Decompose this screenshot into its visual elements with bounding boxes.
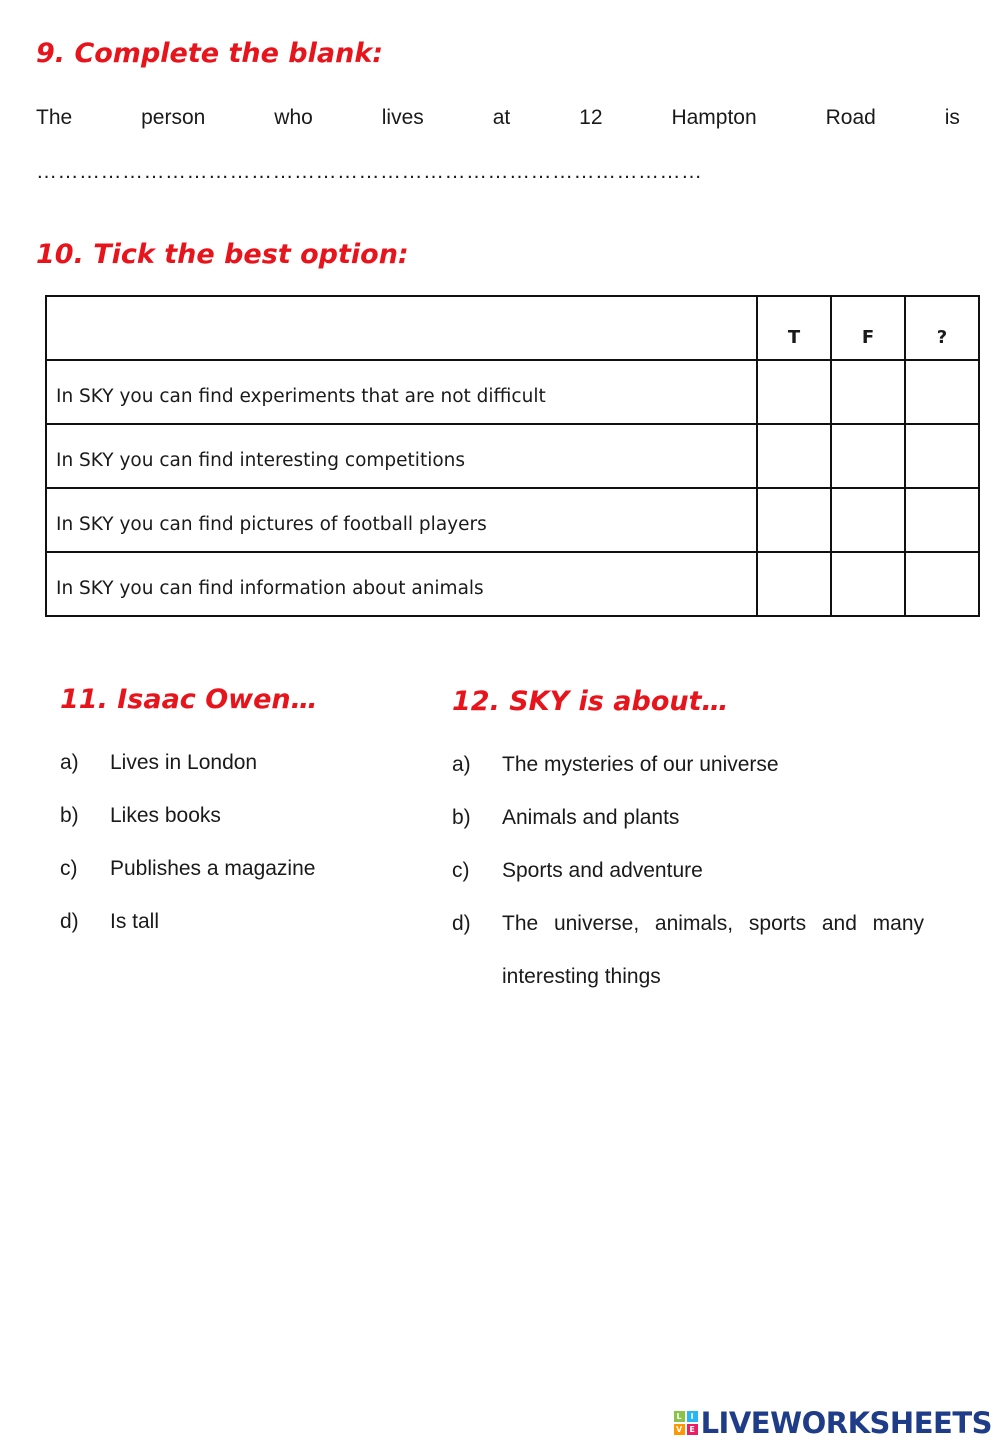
option-text: Animals and plants xyxy=(502,806,680,829)
header-unknown: ? xyxy=(905,296,979,360)
statement-text: In SKY you can find information about animals xyxy=(46,552,757,616)
statement-text: In SKY you can find experiments that are not difficult xyxy=(46,360,757,424)
option-text: Lives in London xyxy=(110,751,258,774)
option-text: Is tall xyxy=(110,910,160,933)
question-11-title: 11. Isaac Owen… xyxy=(60,684,318,715)
tick-box-false[interactable] xyxy=(831,424,905,488)
tick-box-true[interactable] xyxy=(757,488,831,552)
tick-box-false[interactable] xyxy=(831,552,905,616)
sentence-word: at xyxy=(492,106,511,129)
question-9-title: 9. Complete the blank: xyxy=(36,38,384,69)
question-12-title: 12. SKY is about… xyxy=(452,686,729,717)
question-12-options xyxy=(452,753,924,1022)
option-b[interactable] xyxy=(452,806,924,859)
option-a[interactable] xyxy=(452,753,924,806)
true-false-table xyxy=(45,295,980,617)
option-letter: b) xyxy=(60,804,79,827)
tick-box-unknown[interactable] xyxy=(905,552,979,616)
question-9-sentence xyxy=(36,106,960,130)
logo-tile: E xyxy=(687,1424,698,1435)
answer-blank[interactable]: ………………………………………………………………………………… xyxy=(36,160,703,183)
header-false: F xyxy=(831,296,905,360)
tick-box-false[interactable] xyxy=(831,360,905,424)
sentence-word: Hampton xyxy=(671,106,757,129)
option-text: The universe, animals, sports and many interesting things xyxy=(502,912,924,988)
statement-text: In SKY you can find pictures of football players xyxy=(46,488,757,552)
option-letter: a) xyxy=(452,753,471,776)
statement-text: In SKY you can find interesting competitions xyxy=(46,424,757,488)
table-row xyxy=(46,552,979,616)
option-letter: b) xyxy=(452,806,471,829)
tick-box-unknown[interactable] xyxy=(905,488,979,552)
option-letter: d) xyxy=(452,912,471,935)
liveworksheets-logo xyxy=(674,1406,992,1440)
sentence-word: The xyxy=(36,106,73,129)
sentence-word: lives xyxy=(381,106,424,129)
sentence-word: person xyxy=(141,106,206,129)
option-letter: c) xyxy=(60,857,78,880)
sentence-word: Road xyxy=(825,106,876,129)
tick-box-true[interactable] xyxy=(757,424,831,488)
option-text: Likes books xyxy=(110,804,221,827)
sentence-word: is xyxy=(944,106,960,129)
logo-tile: L xyxy=(674,1411,685,1422)
tick-box-unknown[interactable] xyxy=(905,424,979,488)
table-row xyxy=(46,424,979,488)
option-text: Publishes a magazine xyxy=(110,857,316,880)
logo-text: LIVEWORKSHEETS xyxy=(700,1406,992,1440)
sentence-word: who xyxy=(274,106,313,129)
logo-tile: I xyxy=(687,1411,698,1422)
table-header-row xyxy=(46,296,979,360)
header-statement-cell xyxy=(46,296,757,360)
tick-box-true[interactable] xyxy=(757,360,831,424)
option-text: Sports and adventure xyxy=(502,859,703,882)
sentence-word: 12 xyxy=(579,106,603,129)
tick-box-true[interactable] xyxy=(757,552,831,616)
header-true: T xyxy=(757,296,831,360)
option-letter: c) xyxy=(452,859,470,882)
option-text: The mysteries of our universe xyxy=(502,753,779,776)
question-10-title: 10. Tick the best option: xyxy=(36,239,409,270)
tick-box-false[interactable] xyxy=(831,488,905,552)
logo-tile: V xyxy=(674,1424,685,1435)
logo-icon xyxy=(674,1411,698,1435)
option-letter: a) xyxy=(60,751,79,774)
table-row xyxy=(46,360,979,424)
table-row xyxy=(46,488,979,552)
tick-box-unknown[interactable] xyxy=(905,360,979,424)
option-letter: d) xyxy=(60,910,79,933)
option-d[interactable] xyxy=(452,912,924,1022)
